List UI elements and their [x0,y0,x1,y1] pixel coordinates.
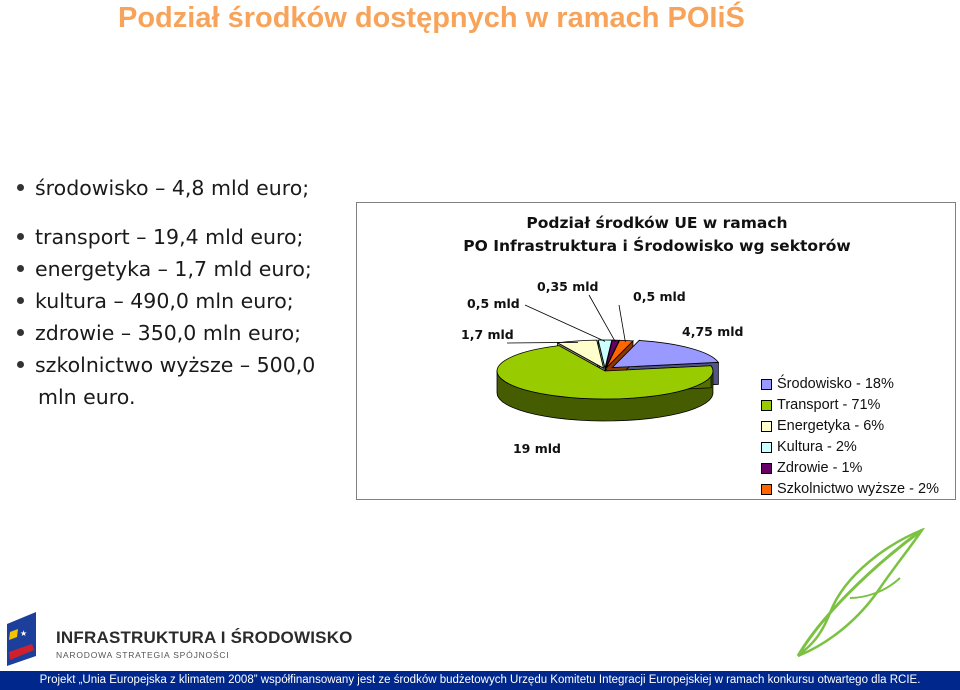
bullet-item [14,317,359,349]
data-label-leader [525,305,605,341]
chart-title-line2: PO Infrastruktura i Środowisko wg sektorów [463,237,851,255]
legend-item-kultura: Kultura - 2% [761,437,939,458]
chart-title-line1: Podział środków UE w ramach [526,214,788,232]
bullet-dot-icon [17,233,24,240]
bullet-dot-icon [17,297,24,304]
legend-item-zdrowie: Zdrowie - 1% [761,458,939,479]
legend-swatch [761,400,772,411]
data-label-leader [619,305,625,342]
chart-legend [761,374,939,500]
legend-swatch [761,442,772,453]
slide-title: Podział środków dostępnych w ramach POIiŚ [118,2,745,34]
pie-data-label: 1,7 mld [461,327,514,342]
pie-chart-panel [356,202,956,500]
legend-swatch [761,379,772,390]
pie-data-label: 4,75 mld [682,324,744,339]
green-leaf-icon [790,528,930,663]
bullet-item [14,349,359,381]
legend-item-energetyka: Energetyka - 6% [761,416,939,437]
bullet-text: środowisko – 4,8 mld euro; [35,176,310,200]
legend-swatch [761,421,772,432]
bullet-list [14,172,359,413]
pie-data-label: 0,5 mld [633,289,686,304]
legend-item-srodowisko: Środowisko - 18% [761,374,939,395]
bullet-item [14,172,359,204]
legend-item-szkolnictwo: Szkolnictwo wyższe - 2% [761,479,939,500]
bullet-item [14,253,359,285]
bullet-text: szkolnictwo wyższe – 500,0 [35,353,316,377]
legend-swatch [761,484,772,495]
footer-bar: Projekt „Unia Europejska z klimatem 2008” współfinansowany jest ze środków budżetowych Urzędu Komitetu Integracji Europejskiej w ramach konkursu otwartego dla RCIE. [0,671,960,690]
logo-main-text: INFRASTRUKTURA I ŚRODOWISKO [56,628,353,647]
legend-item-transport: Transport - 71% [761,395,939,416]
bullet-text: kultura – 490,0 mln euro; [35,289,294,313]
bullet-item [14,285,359,317]
bullet-text: transport – 19,4 mld euro; [35,225,304,249]
bullet-dot-icon [17,329,24,336]
pie-data-label: 0,5 mld [467,296,520,311]
bullet-dot-icon [17,265,24,272]
bullet-text: zdrowie – 350,0 mln euro; [35,321,302,345]
legend-swatch [761,463,772,474]
eu-flag-logo-icon [4,606,54,668]
pie-data-label: 0,35 mld [537,279,599,294]
bullet-dot-icon [17,361,24,368]
bullet-item [14,221,359,253]
pie-data-label: 19 mld [512,441,562,456]
bullet-continuation [14,381,359,413]
data-label-leader [589,295,615,342]
bullet-dot-icon [17,184,24,191]
bullet-text: energetyka – 1,7 mld euro; [35,257,312,281]
svg-text:★: ★ [20,629,28,638]
logo-sub-text: NARODOWA STRATEGIA SPÓJNOŚCI [56,650,230,660]
infrastruktura-logo [4,606,353,668]
bullet-text: mln euro. [38,385,136,409]
